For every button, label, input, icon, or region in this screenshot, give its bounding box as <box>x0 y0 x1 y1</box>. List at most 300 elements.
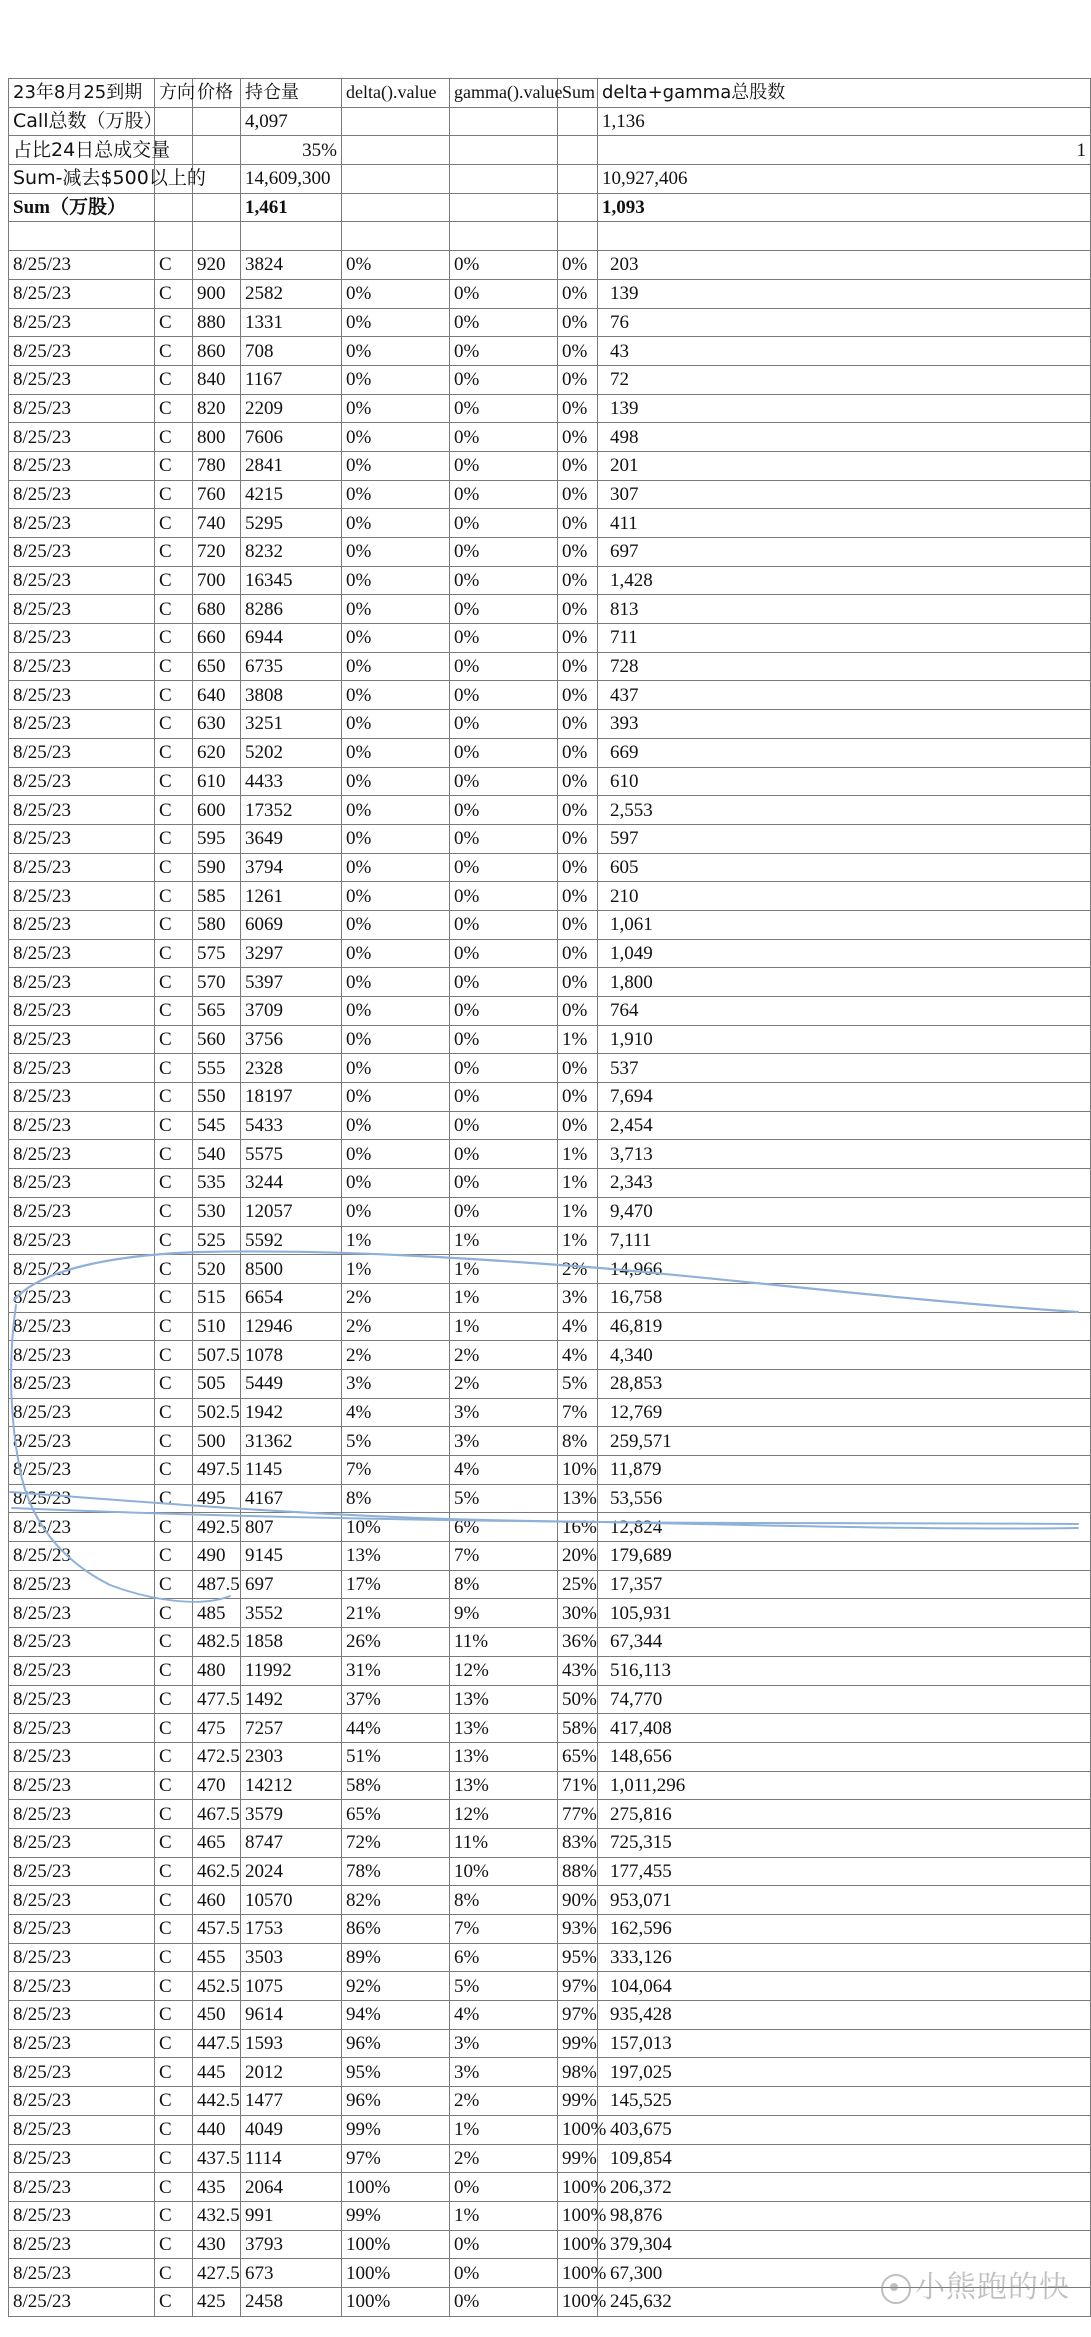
header-total: delta+gamma总股数 <box>598 79 1091 108</box>
table-row <box>9 997 1091 1026</box>
cell-open-interest: 14212 <box>241 1771 342 1800</box>
cell-open-interest: 1167 <box>241 365 342 394</box>
table-row <box>9 1054 1091 1083</box>
table-row <box>9 251 1091 280</box>
cell-total: 7,111 <box>598 1226 1091 1255</box>
table-row <box>9 1025 1091 1054</box>
cell-open-interest: 2024 <box>241 1857 342 1886</box>
cell-date: 8/25/23 <box>9 1341 155 1370</box>
cell-direction: C <box>155 1312 193 1341</box>
cell-date: 8/25/23 <box>9 1283 155 1312</box>
table-row <box>9 2173 1091 2202</box>
cell-date: 8/25/23 <box>9 1828 155 1857</box>
cell-delta: 0% <box>342 365 450 394</box>
table-row <box>9 1283 1091 1312</box>
cell-open-interest: 7257 <box>241 1714 342 1743</box>
watermark-text: 小熊跑的快 <box>915 2270 1070 2305</box>
cell-price: 860 <box>193 337 241 366</box>
cell-sum: 98% <box>558 2058 598 2087</box>
cell-gamma: 0% <box>450 2173 558 2202</box>
cell-delta: 0% <box>342 738 450 767</box>
cell-date: 8/25/23 <box>9 423 155 452</box>
table-row <box>9 1943 1091 1972</box>
cell-open-interest: 1331 <box>241 308 342 337</box>
cell-date: 8/25/23 <box>9 1714 155 1743</box>
cell-delta: 0% <box>342 1083 450 1112</box>
cell-price: 502.5 <box>193 1398 241 1427</box>
cell-delta: 100% <box>342 2259 450 2288</box>
cell-open-interest: 5202 <box>241 738 342 767</box>
table-row <box>9 509 1091 538</box>
cell-total: 1,910 <box>598 1025 1091 1054</box>
cell-open-interest: 991 <box>241 2201 342 2230</box>
cell-open-interest: 1075 <box>241 1972 342 2001</box>
cell-direction: C <box>155 1685 193 1714</box>
cell-delta: 0% <box>342 624 450 653</box>
cell-total: 109,854 <box>598 2144 1091 2173</box>
cell-total: 11,879 <box>598 1456 1091 1485</box>
cell-sum: 97% <box>558 1972 598 2001</box>
cell-price: 507.5 <box>193 1341 241 1370</box>
cell-open-interest: 2303 <box>241 1742 342 1771</box>
cell-direction: C <box>155 1255 193 1284</box>
cell-date: 8/25/23 <box>9 365 155 394</box>
table-row <box>9 2201 1091 2230</box>
cell-gamma: 0% <box>450 910 558 939</box>
cell-price: 490 <box>193 1542 241 1571</box>
cell-gamma: 0% <box>450 1140 558 1169</box>
cell-direction: C <box>155 681 193 710</box>
cell-date: 8/25/23 <box>9 2115 155 2144</box>
cell-direction: C <box>155 738 193 767</box>
cell-delta: 97% <box>342 2144 450 2173</box>
cell-open-interest: 3649 <box>241 824 342 853</box>
cell-delta: 99% <box>342 2115 450 2144</box>
cell-sum: 0% <box>558 1111 598 1140</box>
cell-total: 1,428 <box>598 566 1091 595</box>
table-row <box>9 1484 1091 1513</box>
table-row <box>9 1456 1091 1485</box>
cell-delta: 96% <box>342 2087 450 2116</box>
cell-direction: C <box>155 1656 193 1685</box>
cell-date: 8/25/23 <box>9 2144 155 2173</box>
cell-gamma: 2% <box>450 1369 558 1398</box>
cell-date: 8/25/23 <box>9 1197 155 1226</box>
cell-total: 53,556 <box>598 1484 1091 1513</box>
cell-date: 8/25/23 <box>9 509 155 538</box>
cell-delta: 78% <box>342 1857 450 1886</box>
cell-date: 8/25/23 <box>9 2259 155 2288</box>
cell-total: 275,816 <box>598 1800 1091 1829</box>
cell-price: 575 <box>193 939 241 968</box>
cell-delta: 2% <box>342 1283 450 1312</box>
cell-open-interest: 2328 <box>241 1054 342 1083</box>
table-row <box>9 1083 1091 1112</box>
ratio-row <box>9 136 1091 165</box>
cell-total: 411 <box>598 509 1091 538</box>
cell-gamma: 9% <box>450 1599 558 1628</box>
table-row <box>9 681 1091 710</box>
cell-open-interest: 9145 <box>241 1542 342 1571</box>
table-row <box>9 566 1091 595</box>
cell-sum: 8% <box>558 1427 598 1456</box>
cell-total: 148,656 <box>598 1742 1091 1771</box>
cell-gamma: 0% <box>450 337 558 366</box>
cell-date: 8/25/23 <box>9 279 155 308</box>
cell-price: 530 <box>193 1197 241 1226</box>
cell-total: 74,770 <box>598 1685 1091 1714</box>
cell-total: 711 <box>598 624 1091 653</box>
cell-direction: C <box>155 1542 193 1571</box>
cell-sum: 0% <box>558 710 598 739</box>
table-row <box>9 1656 1091 1685</box>
table-row <box>9 1771 1091 1800</box>
cell-total: 3,713 <box>598 1140 1091 1169</box>
cell-total: 379,304 <box>598 2230 1091 2259</box>
cell-direction: C <box>155 2173 193 2202</box>
cell-open-interest: 5433 <box>241 1111 342 1140</box>
cell-gamma: 0% <box>450 423 558 452</box>
cell-date: 8/25/23 <box>9 853 155 882</box>
cell-direction: C <box>155 997 193 1026</box>
cell-price: 492.5 <box>193 1513 241 1542</box>
cell-open-interest: 12946 <box>241 1312 342 1341</box>
table-row <box>9 910 1091 939</box>
cell-sum: 0% <box>558 423 598 452</box>
cell-open-interest: 16345 <box>241 566 342 595</box>
cell-sum: 50% <box>558 1685 598 1714</box>
table-row <box>9 652 1091 681</box>
cell-direction: C <box>155 882 193 911</box>
cell-total: 537 <box>598 1054 1091 1083</box>
cell-total: 728 <box>598 652 1091 681</box>
cell-open-interest: 12057 <box>241 1197 342 1226</box>
table-row <box>9 1169 1091 1198</box>
blank-row <box>9 222 1091 251</box>
cell-direction: C <box>155 1714 193 1743</box>
cell-delta: 5% <box>342 1427 450 1456</box>
call-total-row <box>9 107 1091 136</box>
cell-open-interest: 2012 <box>241 2058 342 2087</box>
cell-direction: C <box>155 710 193 739</box>
cell-gamma: 0% <box>450 710 558 739</box>
cell-date: 8/25/23 <box>9 2173 155 2202</box>
cell-open-interest: 17352 <box>241 796 342 825</box>
cell-direction: C <box>155 2115 193 2144</box>
cell-date: 8/25/23 <box>9 1456 155 1485</box>
cell-total: 245,632 <box>598 2287 1091 2316</box>
cell-sum: 3% <box>558 1283 598 1312</box>
cell-delta: 26% <box>342 1628 450 1657</box>
table-row <box>9 939 1091 968</box>
cell-gamma: 2% <box>450 2087 558 2116</box>
cell-gamma: 0% <box>450 767 558 796</box>
table-row <box>9 968 1091 997</box>
cell-price: 482.5 <box>193 1628 241 1657</box>
cell-open-interest: 7606 <box>241 423 342 452</box>
table-row <box>9 1369 1091 1398</box>
table-row <box>9 2001 1091 2030</box>
cell-gamma: 0% <box>450 365 558 394</box>
cell-delta: 86% <box>342 1915 450 1944</box>
cell-delta: 13% <box>342 1542 450 1571</box>
cell-sum: 13% <box>558 1484 598 1513</box>
cell-sum: 65% <box>558 1742 598 1771</box>
cell-sum: 88% <box>558 1857 598 1886</box>
cell-sum: 1% <box>558 1169 598 1198</box>
ratio-tail: 1 <box>598 136 1091 165</box>
cell-open-interest: 6735 <box>241 652 342 681</box>
cell-date: 8/25/23 <box>9 1943 155 1972</box>
header-gamma: gamma().value <box>450 79 558 108</box>
cell-sum: 0% <box>558 279 598 308</box>
cell-sum: 43% <box>558 1656 598 1685</box>
cell-gamma: 0% <box>450 566 558 595</box>
cell-open-interest: 1753 <box>241 1915 342 1944</box>
cell-total: 2,454 <box>598 1111 1091 1140</box>
cell-direction: C <box>155 1742 193 1771</box>
cell-price: 630 <box>193 710 241 739</box>
sum-minus-row <box>9 165 1091 194</box>
cell-direction: C <box>155 2058 193 2087</box>
cell-delta: 0% <box>342 710 450 739</box>
table-row <box>9 2144 1091 2173</box>
table-row <box>9 1857 1091 1886</box>
table-row <box>9 423 1091 452</box>
cell-direction: C <box>155 1197 193 1226</box>
sum-wan-oi: 1,461 <box>241 193 342 222</box>
cell-open-interest: 3756 <box>241 1025 342 1054</box>
cell-price: 880 <box>193 308 241 337</box>
cell-total: 597 <box>598 824 1091 853</box>
cell-gamma: 0% <box>450 1054 558 1083</box>
cell-direction: C <box>155 423 193 452</box>
cell-delta: 0% <box>342 480 450 509</box>
cell-direction: C <box>155 1886 193 1915</box>
cell-gamma: 2% <box>450 2144 558 2173</box>
table-row <box>9 1312 1091 1341</box>
cell-direction: C <box>155 595 193 624</box>
cell-gamma: 0% <box>450 1197 558 1226</box>
cell-delta: 4% <box>342 1398 450 1427</box>
cell-price: 430 <box>193 2230 241 2259</box>
cell-direction: C <box>155 2201 193 2230</box>
table-row <box>9 1140 1091 1169</box>
cell-date: 8/25/23 <box>9 1599 155 1628</box>
cell-direction: C <box>155 337 193 366</box>
cell-date: 8/25/23 <box>9 595 155 624</box>
table-row <box>9 882 1091 911</box>
cell-total: 201 <box>598 451 1091 480</box>
cell-delta: 58% <box>342 1771 450 1800</box>
table-row <box>9 2058 1091 2087</box>
cell-price: 497.5 <box>193 1456 241 1485</box>
cell-delta: 0% <box>342 509 450 538</box>
table-row <box>9 1685 1091 1714</box>
cell-sum: 0% <box>558 652 598 681</box>
cell-sum: 100% <box>558 2173 598 2202</box>
cell-total: 46,819 <box>598 1312 1091 1341</box>
table-row <box>9 1542 1091 1571</box>
cell-direction: C <box>155 1341 193 1370</box>
cell-price: 515 <box>193 1283 241 1312</box>
cell-total: 1,061 <box>598 910 1091 939</box>
cell-total: 417,408 <box>598 1714 1091 1743</box>
cell-date: 8/25/23 <box>9 1398 155 1427</box>
cell-direction: C <box>155 2087 193 2116</box>
cell-price: 447.5 <box>193 2029 241 2058</box>
cell-gamma: 0% <box>450 538 558 567</box>
cell-open-interest: 8500 <box>241 1255 342 1284</box>
cell-open-interest: 807 <box>241 1513 342 1542</box>
table-row <box>9 1341 1091 1370</box>
cell-delta: 8% <box>342 1484 450 1513</box>
cell-date: 8/25/23 <box>9 2001 155 2030</box>
cell-total: 764 <box>598 997 1091 1026</box>
cell-gamma: 3% <box>450 1427 558 1456</box>
cell-delta: 37% <box>342 1685 450 1714</box>
cell-total: 516,113 <box>598 1656 1091 1685</box>
cell-date: 8/25/23 <box>9 1542 155 1571</box>
cell-price: 550 <box>193 1083 241 1112</box>
cell-open-interest: 697 <box>241 1570 342 1599</box>
cell-date: 8/25/23 <box>9 1513 155 1542</box>
cell-date: 8/25/23 <box>9 1685 155 1714</box>
cell-delta: 0% <box>342 337 450 366</box>
cell-total: 2,553 <box>598 796 1091 825</box>
cell-gamma: 1% <box>450 1226 558 1255</box>
cell-open-interest: 1858 <box>241 1628 342 1657</box>
cell-gamma: 0% <box>450 394 558 423</box>
cell-date: 8/25/23 <box>9 1427 155 1456</box>
cell-date: 8/25/23 <box>9 939 155 968</box>
cell-sum: 36% <box>558 1628 598 1657</box>
cell-delta: 0% <box>342 824 450 853</box>
cell-sum: 0% <box>558 365 598 394</box>
table-row <box>9 337 1091 366</box>
cell-sum: 0% <box>558 1054 598 1083</box>
cell-delta: 0% <box>342 853 450 882</box>
cell-open-interest: 6944 <box>241 624 342 653</box>
cell-price: 740 <box>193 509 241 538</box>
cell-total: 7,694 <box>598 1083 1091 1112</box>
table-row <box>9 624 1091 653</box>
cell-gamma: 3% <box>450 1398 558 1427</box>
table-row <box>9 538 1091 567</box>
table-row <box>9 2230 1091 2259</box>
cell-date: 8/25/23 <box>9 1369 155 1398</box>
cell-gamma: 4% <box>450 2001 558 2030</box>
cell-gamma: 0% <box>450 624 558 653</box>
cell-direction: C <box>155 1398 193 1427</box>
table-row <box>9 1398 1091 1427</box>
cell-date: 8/25/23 <box>9 1800 155 1829</box>
cell-price: 455 <box>193 1943 241 1972</box>
cell-sum: 0% <box>558 681 598 710</box>
cell-sum: 0% <box>558 509 598 538</box>
cell-open-interest: 1492 <box>241 1685 342 1714</box>
cell-open-interest: 2064 <box>241 2173 342 2202</box>
cell-open-interest: 3503 <box>241 1943 342 1972</box>
cell-delta: 0% <box>342 1054 450 1083</box>
cell-sum: 0% <box>558 394 598 423</box>
cell-sum: 0% <box>558 251 598 280</box>
cell-gamma: 0% <box>450 251 558 280</box>
table-row <box>9 824 1091 853</box>
cell-total: 206,372 <box>598 2173 1091 2202</box>
cell-delta: 89% <box>342 1943 450 1972</box>
cell-gamma: 10% <box>450 1857 558 1886</box>
sum-wan-label: Sum（万股） <box>9 193 155 222</box>
cell-date: 8/25/23 <box>9 968 155 997</box>
cell-date: 8/25/23 <box>9 2287 155 2316</box>
cell-date: 8/25/23 <box>9 1226 155 1255</box>
cell-gamma: 0% <box>450 279 558 308</box>
cell-date: 8/25/23 <box>9 1255 155 1284</box>
cell-direction: C <box>155 480 193 509</box>
cell-gamma: 6% <box>450 1513 558 1542</box>
cell-direction: C <box>155 365 193 394</box>
cell-date: 8/25/23 <box>9 538 155 567</box>
call-total-oi: 4,097 <box>241 107 342 136</box>
header-open-interest: 持仓量 <box>241 79 342 108</box>
cell-direction: C <box>155 1570 193 1599</box>
cell-date: 8/25/23 <box>9 767 155 796</box>
cell-date: 8/25/23 <box>9 1570 155 1599</box>
cell-total: 210 <box>598 882 1091 911</box>
cell-total: 104,064 <box>598 1972 1091 2001</box>
cell-delta: 3% <box>342 1369 450 1398</box>
sum-wan-total: 1,093 <box>598 193 1091 222</box>
cell-total: 139 <box>598 394 1091 423</box>
cell-delta: 2% <box>342 1312 450 1341</box>
cell-price: 457.5 <box>193 1915 241 1944</box>
cell-price: 535 <box>193 1169 241 1198</box>
cell-gamma: 5% <box>450 1484 558 1513</box>
cell-direction: C <box>155 1771 193 1800</box>
header-sum: Sum <box>558 79 598 108</box>
cell-gamma: 0% <box>450 2287 558 2316</box>
cell-price: 780 <box>193 451 241 480</box>
cell-open-interest: 2582 <box>241 279 342 308</box>
cell-open-interest: 673 <box>241 2259 342 2288</box>
cell-direction: C <box>155 251 193 280</box>
cell-total: 669 <box>598 738 1091 767</box>
watermark <box>881 2262 1070 2306</box>
cell-delta: 0% <box>342 1111 450 1140</box>
cell-open-interest: 10570 <box>241 1886 342 1915</box>
cell-direction: C <box>155 1628 193 1657</box>
cell-open-interest: 4215 <box>241 480 342 509</box>
table-row <box>9 767 1091 796</box>
cell-total: 197,025 <box>598 2058 1091 2087</box>
table-row <box>9 1570 1091 1599</box>
sum-minus-oi: 14,609,300 <box>241 165 342 194</box>
cell-total: 725,315 <box>598 1828 1091 1857</box>
table-row <box>9 1197 1091 1226</box>
table-row <box>9 1915 1091 1944</box>
cell-price: 460 <box>193 1886 241 1915</box>
cell-sum: 1% <box>558 1025 598 1054</box>
cell-delta: 0% <box>342 767 450 796</box>
cell-direction: C <box>155 509 193 538</box>
table-row <box>9 1972 1091 2001</box>
cell-sum: 4% <box>558 1312 598 1341</box>
table-row <box>9 308 1091 337</box>
cell-gamma: 0% <box>450 681 558 710</box>
cell-date: 8/25/23 <box>9 1656 155 1685</box>
cell-sum: 0% <box>558 595 598 624</box>
